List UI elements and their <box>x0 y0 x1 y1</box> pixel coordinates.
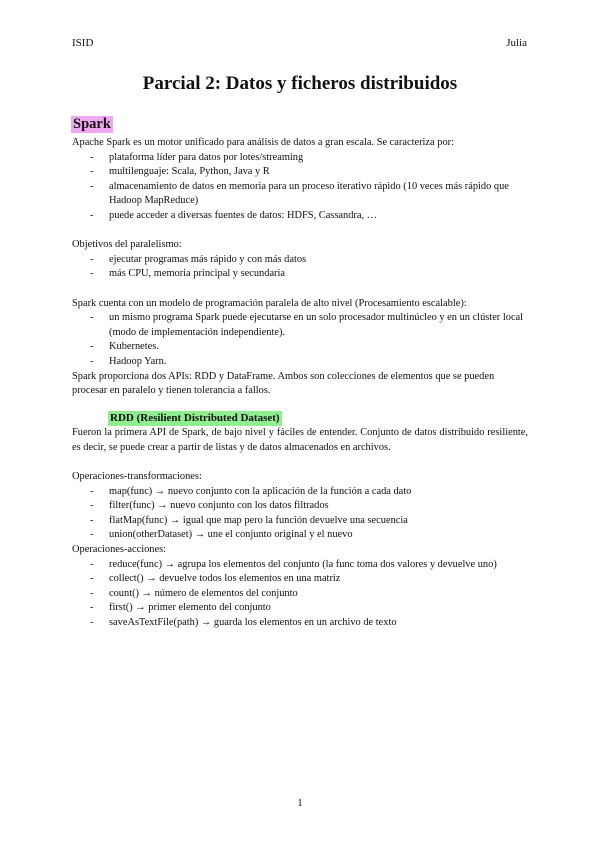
document-body <box>72 116 528 631</box>
list-item: - Hadoop Yarn. <box>72 355 528 370</box>
page-title: Parcial 2: Datos y ficheros distribuidos <box>142 73 458 94</box>
list-item: - map(func) → nuevo conjunto con la aplicación de la función a cada dato <box>72 485 528 500</box>
list-item: - almacenamiento de datos en memoria para un proceso iterativo rápido (10 veces más rápido que Hadoop MapReduce) <box>72 180 528 209</box>
objectives-title: Objetivos del paralelismo: <box>72 239 182 251</box>
spark-features-list <box>72 151 528 224</box>
spark-intro: Apache Spark es un motor unificado para análisis de datos a gran escala. Se caracteriza por: <box>72 137 454 148</box>
list-item: - multilenguaje: Scala, Python, Java y R <box>72 165 528 180</box>
section-heading-rdd: RDD (Resilient Distributed Dataset) <box>110 411 280 424</box>
list-item: - saveAsTextFile(path) → guarda los elementos en un archivo de texto <box>72 616 528 631</box>
objectives-list <box>72 253 528 282</box>
model-list <box>72 311 528 369</box>
list-item: - plataforma líder para datos por lotes/streaming <box>72 151 528 166</box>
page-number: 1 <box>297 797 303 809</box>
actions-title: Operaciones-acciones: <box>72 544 167 556</box>
transformations-list <box>72 485 528 543</box>
list-item: - count() → número de elementos del conjunto <box>72 587 528 602</box>
list-item: - más CPU, memoria principal y secundaria <box>72 267 528 282</box>
apis-paragraph: Spark proporciona dos APIs: RDD y DataFrame. Ambos son colecciones de elementos que se pueden procesar en paralelo y tienen tolerancia a fallos. <box>72 370 495 397</box>
transformations-title: Operaciones-transformaciones: <box>72 471 202 483</box>
actions-list <box>72 558 528 631</box>
list-item: - reduce(func) → agrupa los elementos del conjunto (la func toma dos valores y devuelve uno) <box>72 558 528 573</box>
list-item: - union(otherDataset) → une el conjunto original y el nuevo <box>72 528 528 543</box>
list-item: - ejecutar programas más rápido y con más datos <box>72 253 528 268</box>
list-item: - first() → primer elemento del conjunto <box>72 601 528 616</box>
list-item: - filter(func) → nuevo conjunto con los datos filtrados <box>72 499 528 514</box>
section-heading-spark: Spark <box>73 116 111 132</box>
header-right: Julia <box>506 37 527 49</box>
list-item: - Kubernetes. <box>72 340 528 355</box>
list-item: - un mismo programa Spark puede ejecutarse en un solo procesador multinúcleo y en un clúster local (modo de implementación independiente). <box>72 311 528 340</box>
header-left: ISID <box>72 37 94 49</box>
model-intro: Spark cuenta con un modelo de programación paralela de alto nivel (Procesamiento escalable): <box>72 297 467 309</box>
list-item: - collect() → devuelve todos los elementos en una matriz <box>72 572 528 587</box>
rdd-intro: Fueron la primera API de Spark, de bajo nivel y fáciles de entender. Conjunto de datos distribuido resiliente, es decir, se puede crear a partir de listas y de datos almacenados en archivos. <box>72 427 528 453</box>
list-item: - puede acceder a diversas fuentes de datos: HDFS, Cassandra, … <box>72 209 528 224</box>
list-item: - flatMap(func) → igual que map pero la función devuelve una secuencia <box>72 514 528 529</box>
